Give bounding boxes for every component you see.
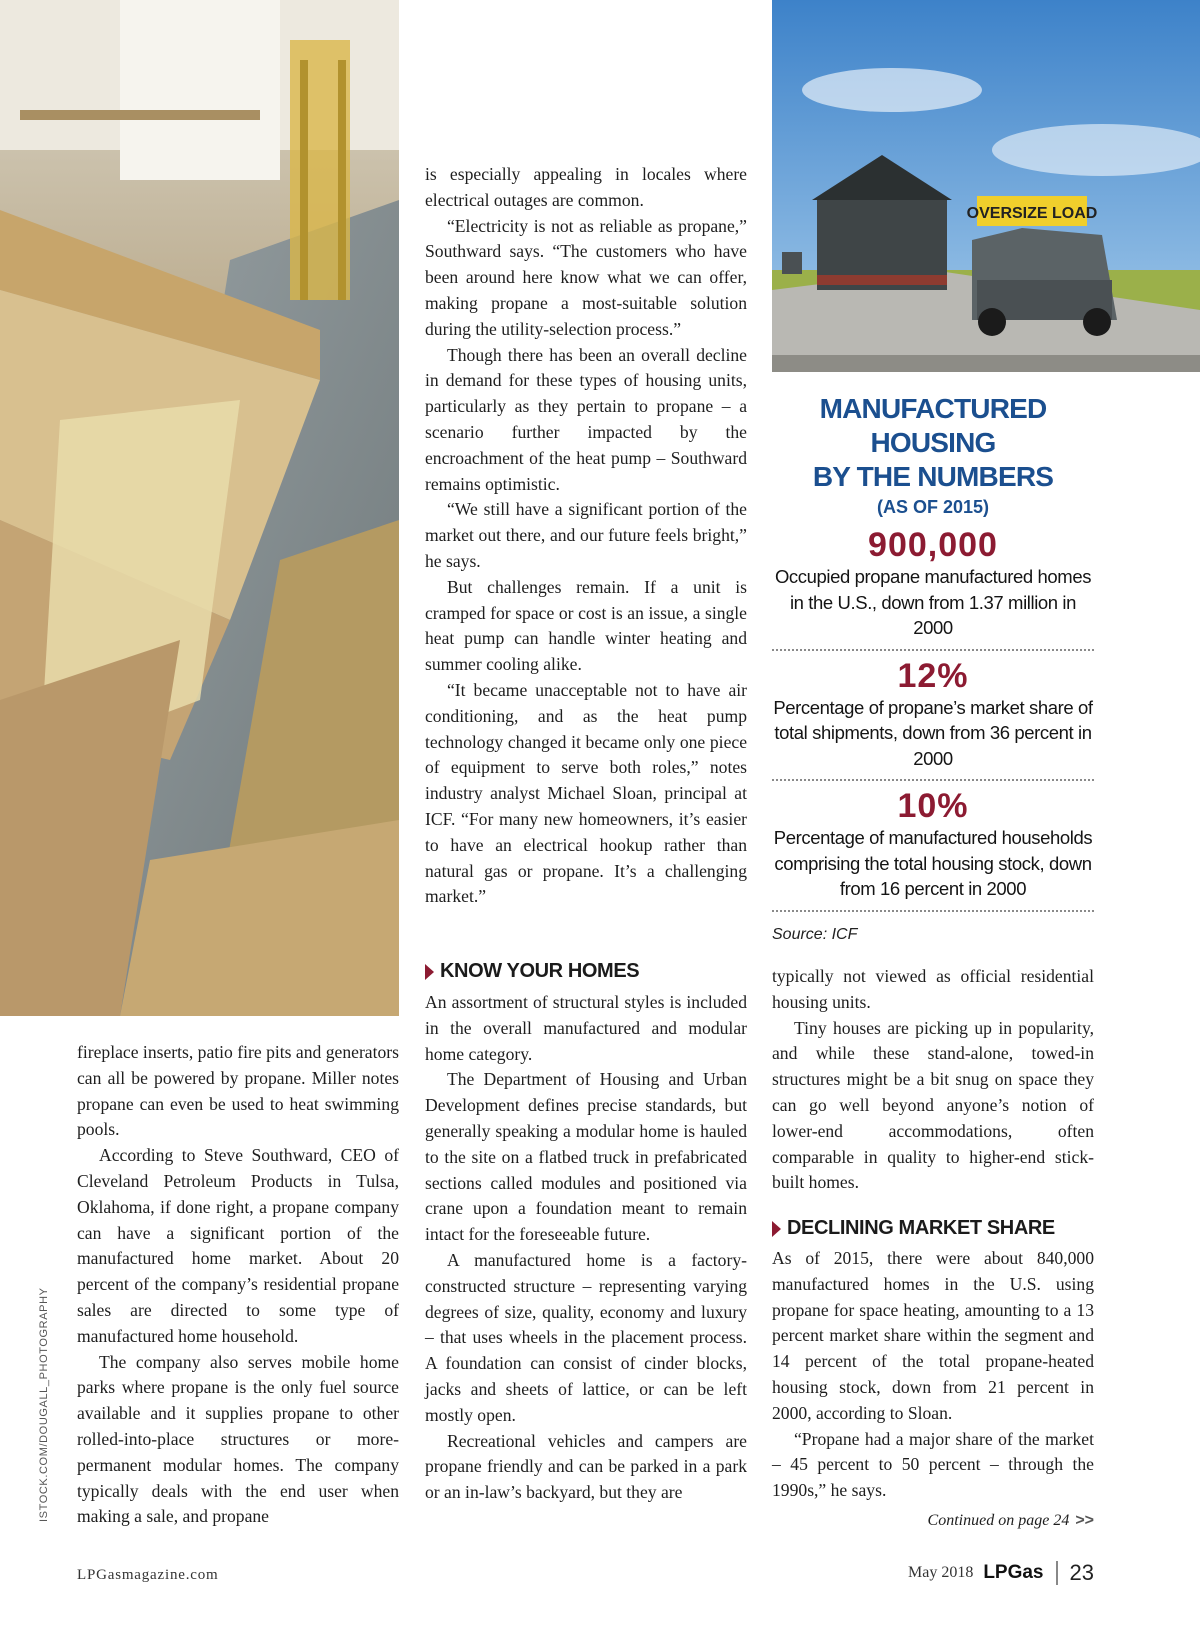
continued-text: Continued on page 24 — [927, 1511, 1070, 1529]
sidebar-subtitle: (AS OF 2015) — [876, 497, 990, 517]
paragraph: As of 2015, there were about 840,000 manufactured homes in the U.S. using propane for space heating, amounting to a 13 percent market share within the segment and 14 percent of the total propane-heated housing stock, down from 21 percent in 2000, according to Sloan. — [772, 1247, 1094, 1423]
stat-description: Percentage of propane’s market share of total shipments, down from 36 percent in 2000 — [773, 696, 1093, 769]
stat-description: Percentage of manufactured households comprising the total housing stock, down from 16 percent in 2000 — [773, 827, 1093, 899]
stat-block — [772, 781, 1094, 912]
photo-credit: ISTOCK.COM/DOUGALL_PHOTOGRAPHY — [38, 1287, 50, 1522]
stat-description: Occupied propane manufactured homes in the U.S., down from 1.37 million in 2000 — [774, 566, 1092, 638]
paragraph: The Department of Housing and Urban Development defines precise standards, but generally speaking a modular home is hauled to the site on a flatbed truck in prefabricated sections called modules and positioned via crane upon a foundation meant to remain intact for the foreseeable future. — [425, 1069, 747, 1245]
section-heading-text: DECLINING MARKET SHARE — [787, 1217, 1055, 1240]
continued-link[interactable] — [772, 1508, 1094, 1534]
column-1 — [77, 1040, 399, 1530]
paragraph: typically not viewed as official residential housing units. — [772, 966, 1094, 1012]
sidebar-title-line-2: BY THE NUMBERS — [812, 461, 1054, 492]
stat-block — [772, 518, 1094, 651]
sidebar-source: Source: ICF — [772, 925, 858, 943]
footer-website[interactable]: LPGasmagazine.com — [77, 1567, 219, 1583]
paragraph: Tiny houses are picking up in popularity, and while these stand-alone, towed-in structures might be a bit snug on space they can go well beyond anyone’s notion of lower-end accommodations, often comparable in quality to higher-end stick-built homes. — [772, 1017, 1094, 1193]
stat-number: 12% — [897, 656, 969, 695]
paragraph: An assortment of structural styles is included in the overall manufactured and modular home category. — [425, 992, 747, 1064]
paragraph: A manufactured home is a factory-constructed structure – representing varying degrees of size, quality, economy and luxury – that uses wheels in the placement process. A foundation can consist of cinder blocks, jacks and sheets of lattice, or can be left mostly open. — [425, 1249, 747, 1425]
paragraph: The company also serves mobile home parks where propane is the only fuel source available and it supplies propane to other rolled-into-place structures or more-permanent modular homes. The company typically deals with the end user when making a sale, and propane — [77, 1351, 399, 1527]
triangle-bullet-icon — [425, 964, 434, 980]
paragraph: fireplace inserts, patio fire pits and generators can all be powered by propane. Miller notes propane can even be used to heat swimming pools. — [77, 1042, 399, 1140]
paragraph: Recreational vehicles and campers are propane friendly and can be parked in a park or an in-law’s backyard, but they are — [425, 1430, 747, 1503]
footer-brand: LPGas — [983, 1562, 1044, 1583]
paragraph: “It became unacceptable not to have air conditioning, and as the heat pump technology changed it became only one piece of equipment to serve both roles,” notes industry analyst Michael Sloan, principal at ICF. “For many new homeowners, it’s easier to have an electrical hookup rather than natural gas or propane. It’s a challenging market.” — [425, 679, 747, 907]
page-number: 23 — [1069, 1560, 1094, 1585]
footer-folio — [908, 1560, 1094, 1586]
section-heading-declining-market-share — [772, 1216, 1094, 1242]
triangle-bullet-icon — [772, 1221, 781, 1237]
section-heading-know-your-homes — [425, 960, 639, 983]
footer-date: May 2018 — [907, 1564, 974, 1581]
paragraph: is especially appealing in locales where electrical outages are common. — [425, 164, 747, 210]
stat-block — [772, 651, 1094, 782]
by-the-numbers-sidebar — [772, 392, 1094, 944]
column-2-bottom — [425, 990, 747, 1506]
paragraph: But challenges remain. If a unit is cramped for space or cost is an issue, a single heat pump can handle winter heating and summer cooling alike. — [425, 576, 747, 675]
paragraph: “Electricity is not as reliable as propane,” Southward says. “The customers who have been around here know what we can offer, making propane a most-suitable solution during the utility-selection process.” — [425, 215, 747, 339]
truck-hauling-house-photo — [772, 0, 1200, 372]
footer-divider — [1056, 1561, 1058, 1585]
paragraph: According to Steve Southward, CEO of Cleveland Petroleum Products in Tulsa, Oklahoma, if done right, a propane company can have a significant portion of the manufactured home market. About 20 percent of the company’s residential propane sales are directed to some type of manufactured home household. — [77, 1145, 399, 1346]
paragraph: “We still have a significant portion of the market out there, and our future feels bright,” he says. — [425, 499, 747, 571]
paragraph: “Propane had a major share of the market – 45 percent to 50 percent – through the 1990s,” he says. — [772, 1428, 1094, 1501]
column-2-top — [425, 162, 747, 910]
factory-interior-photo — [0, 0, 399, 1016]
section-heading-text: KNOW YOUR HOMES — [440, 960, 640, 982]
paragraph: Though there has been an overall decline in demand for these types of housing units, particularly as they pertain to propane – a scenario further impacted by the encroachment of the heat pump – Southward remains optimistic. — [425, 344, 747, 494]
sidebar-title-line-1: MANUFACTURED HOUSING — [819, 393, 1047, 458]
stat-number: 10% — [897, 787, 969, 825]
column-3 — [772, 964, 1094, 1534]
oversize-load-sign: OVERSIZE LOAD — [966, 205, 1098, 222]
stat-number: 900,000 — [868, 526, 998, 564]
double-chevron-right-icon: >> — [1075, 1511, 1094, 1529]
